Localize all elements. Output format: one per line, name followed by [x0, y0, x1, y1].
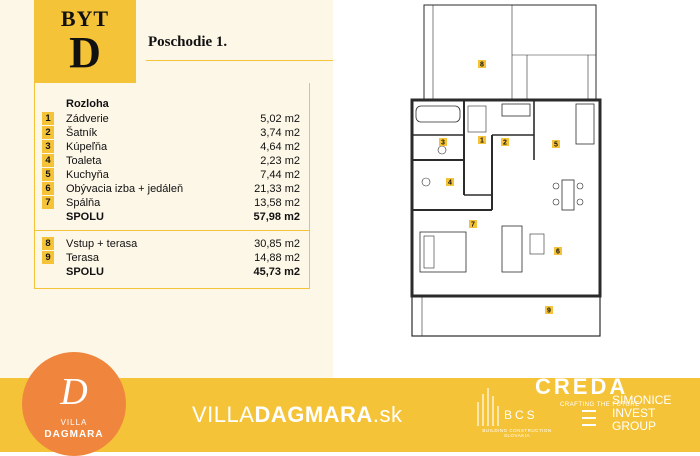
chair	[553, 199, 559, 205]
floor-divider	[146, 60, 333, 83]
room-number: 1	[42, 112, 54, 125]
chair	[577, 199, 583, 205]
plan-number: 5	[554, 141, 558, 149]
room-area: 14,88 m2	[254, 252, 300, 264]
simonice-line-2: INVEST	[612, 406, 656, 420]
room-name: Šatník	[66, 127, 98, 139]
room-area: 13,58 m2	[254, 197, 300, 209]
room-name: Vstup + terasa	[66, 238, 138, 250]
room-name: Kuchyňa	[66, 169, 109, 181]
website-link[interactable]	[192, 402, 402, 428]
dining-table	[562, 180, 574, 210]
room-number: 3	[42, 140, 54, 153]
bathtub	[416, 106, 460, 122]
room-name: Zádverie	[66, 113, 109, 125]
website-suffix: .sk	[372, 402, 403, 427]
website-bold: DAGMARA	[254, 402, 373, 427]
area-row	[35, 168, 309, 182]
plan-number: 1	[480, 137, 484, 145]
room-name: Obývacia izba + jedáleň	[66, 183, 184, 195]
sink	[438, 146, 446, 154]
plan-number: 3	[441, 139, 445, 147]
room-name: Spálňa	[66, 197, 101, 209]
coffee-table	[530, 234, 544, 254]
unit-letter: D	[69, 28, 101, 77]
room-number: 9	[42, 251, 54, 264]
plan-number: 4	[448, 179, 452, 187]
total-area: 57,98 m2	[253, 211, 300, 223]
area-table	[34, 83, 310, 289]
room-number: 7	[42, 196, 54, 209]
area-row	[35, 182, 309, 196]
room-area: 2,23 m2	[260, 155, 300, 167]
room-area: 30,85 m2	[254, 238, 300, 250]
bed	[420, 232, 466, 272]
area-heading: Rozloha	[66, 98, 109, 110]
total-label: SPOLU	[66, 211, 104, 223]
area-total-row	[35, 265, 309, 279]
chair	[577, 183, 583, 189]
room-number: 6	[42, 182, 54, 195]
area-row	[35, 126, 309, 140]
chair	[553, 183, 559, 189]
terrace-south	[412, 296, 600, 336]
total-label: SPOLU	[66, 266, 104, 278]
room-area: 7,44 m2	[260, 169, 300, 181]
floor-plan	[402, 0, 612, 348]
room-name: Terasa	[66, 252, 100, 264]
area-row	[35, 251, 309, 265]
area-row	[35, 112, 309, 126]
room-area: 21,33 m2	[254, 183, 300, 195]
pillow	[424, 236, 434, 268]
room-number: 8	[42, 237, 54, 250]
bcs-tagline: BUILDING CONSTRUCTION SLOVAKIA	[482, 428, 552, 438]
website-prefix: VILLA	[192, 402, 255, 427]
kitchen-counter	[576, 104, 594, 144]
creda-tagline: CRAFTING THE FUTURE	[560, 402, 640, 408]
plan-number: 7	[471, 221, 475, 229]
plan-number: 2	[503, 139, 507, 147]
building-icon	[474, 386, 502, 426]
plan-number: 9	[547, 307, 551, 315]
table-divider	[35, 230, 309, 231]
plan-numbers	[439, 60, 562, 315]
toilet	[422, 178, 430, 186]
room-number: 2	[42, 126, 54, 139]
simonice-logo	[582, 394, 682, 438]
apartment-outline	[412, 100, 600, 296]
room-area: 3,74 m2	[260, 127, 300, 139]
sofa	[502, 226, 522, 272]
unit-label: BYT	[60, 6, 110, 31]
bcs-name: BCS	[504, 408, 538, 422]
area-row	[35, 154, 309, 168]
simonice-text	[612, 394, 671, 433]
room-area: 4,64 m2	[260, 141, 300, 153]
terrace-entrance	[424, 5, 596, 100]
room-name: Kúpeľňa	[66, 141, 108, 153]
villa-dagmara-logo	[22, 352, 126, 456]
floor-label: Poschodie 1.	[148, 34, 228, 50]
plan-number: 8	[480, 61, 484, 69]
simonice-line-1: SIMONICE	[612, 393, 672, 407]
creda-logo: CREDA	[535, 374, 629, 399]
total-area: 45,73 m2	[253, 266, 300, 278]
room-number: 5	[42, 168, 54, 181]
wardrobe	[468, 106, 486, 132]
room-number: 4	[42, 154, 54, 167]
plan-number: 6	[556, 248, 560, 256]
area-row	[35, 140, 309, 154]
logo-name: DAGMARA	[44, 429, 104, 440]
room-name: Toaleta	[66, 155, 102, 167]
area-row	[35, 237, 309, 251]
simonice-icon	[582, 410, 596, 430]
logo-villa: VILLA	[60, 418, 88, 427]
unit-badge	[34, 0, 136, 83]
area-row	[35, 196, 309, 210]
area-total-row	[35, 210, 309, 224]
simonice-line-3: GROUP	[612, 419, 657, 433]
kitchen-counter	[502, 104, 530, 116]
room-area: 5,02 m2	[260, 113, 300, 125]
logo-letter: D	[60, 371, 88, 413]
